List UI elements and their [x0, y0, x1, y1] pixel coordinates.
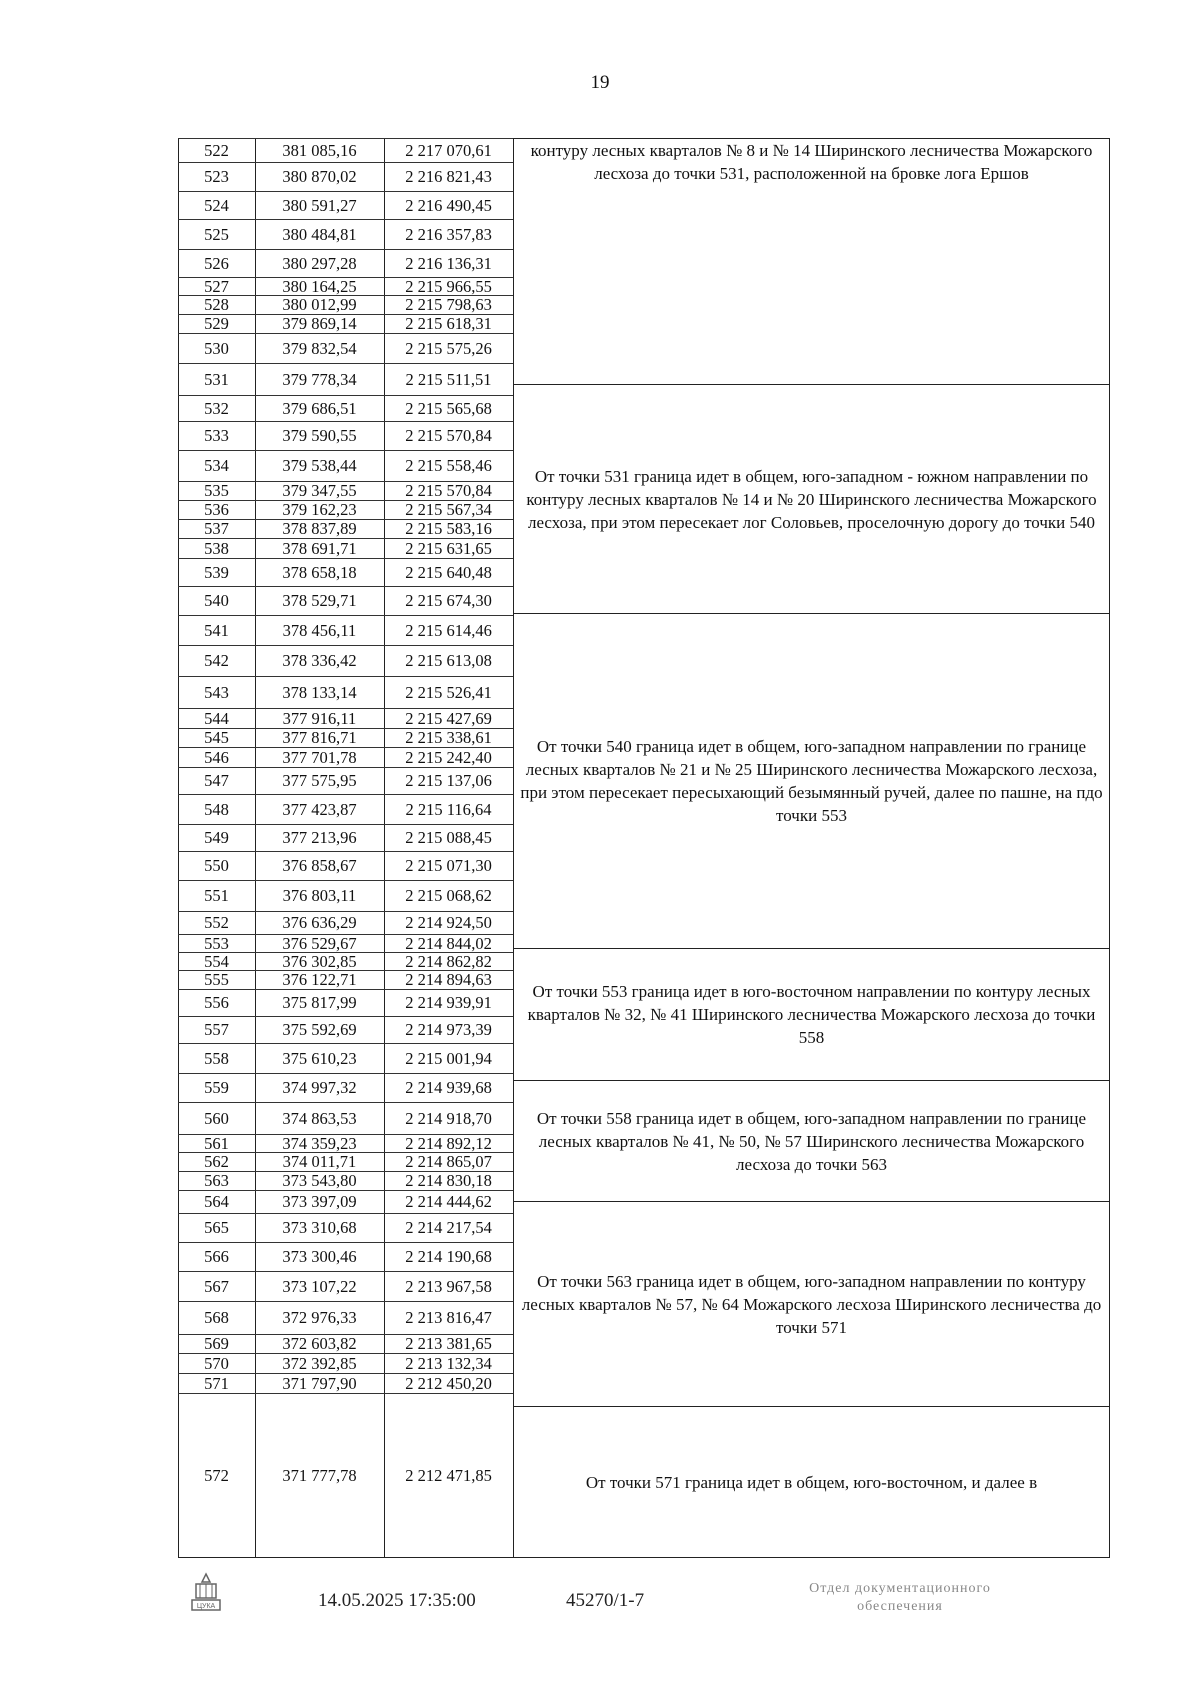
coordinate-x: 375 610,23: [282, 1048, 357, 1068]
coordinate-x: 373 107,22: [282, 1276, 357, 1296]
boundary-description: От точки 563 граница идет в общем, юго-западном направлении по контуру лесных кварталов № 57, № 64 Можарского лесхоза Ширинского лесничества до точки 571: [513, 1201, 1110, 1406]
point-number: 539: [204, 562, 229, 582]
table-row: [178, 1373, 513, 1393]
coordinate-y: 2 215 116,64: [405, 799, 492, 819]
table-row: [178, 363, 513, 395]
point-number: 570: [204, 1353, 229, 1373]
coordinate-y: 2 213 381,65: [405, 1334, 492, 1353]
coordinate-x: 377 575,95: [282, 771, 357, 790]
table-row: [178, 1301, 513, 1334]
point-number: 561: [204, 1133, 229, 1153]
table-row: [178, 1171, 513, 1190]
coordinate-x: 378 837,89: [282, 519, 357, 538]
coordinate-x: 374 997,32: [282, 1078, 357, 1097]
coordinate-x: 373 300,46: [282, 1247, 357, 1266]
coordinate-x: 377 213,96: [282, 828, 357, 847]
coordinate-x: 379 869,14: [282, 314, 357, 333]
table-row: [178, 333, 513, 363]
boundary-description: От точки 558 граница идет в общем, юго-западном направлении по границе лесных кварталов № 41, № 50, № 57 Ширинского лесничества Можарского лесхоза до точки 563: [513, 1080, 1110, 1201]
coordinate-x: 376 529,67: [282, 933, 357, 953]
page-number: 19: [590, 72, 610, 93]
point-number: 548: [204, 799, 229, 819]
coordinate-y: 2 215 618,31: [405, 314, 492, 333]
table-row: [178, 500, 513, 519]
point-number: 533: [204, 426, 229, 445]
point-number: 554: [204, 951, 229, 971]
coordinate-x: 380 591,27: [282, 195, 357, 215]
table-row: [178, 1043, 513, 1073]
table-border-bottom: [178, 1557, 1110, 1558]
coordinate-x: 380 297,28: [282, 253, 357, 273]
point-number: 534: [204, 456, 229, 475]
coordinate-x: 380 870,02: [282, 167, 357, 186]
coordinate-y: 2 214 862,82: [405, 951, 492, 971]
table-row: [178, 747, 513, 767]
coordinate-x: 374 011,71: [282, 1152, 357, 1171]
point-number: 543: [204, 682, 229, 702]
coordinate-y: 2 215 137,06: [405, 771, 492, 790]
point-number: 538: [204, 538, 229, 558]
table-row: [178, 676, 513, 708]
coordinate-y: 2 215 798,63: [405, 295, 492, 314]
table-row: [178, 970, 513, 989]
table-row: [178, 645, 513, 676]
point-number: 555: [204, 970, 229, 989]
coordinate-x: 379 778,34: [282, 369, 357, 389]
point-number: 524: [204, 195, 229, 215]
coordinate-y: 2 217 070,61: [405, 140, 492, 160]
point-number: 562: [204, 1152, 229, 1171]
stamp-line-1: Отдел документационного: [809, 1581, 991, 1596]
point-number: 559: [204, 1078, 229, 1097]
table-row: [178, 558, 513, 586]
table-row: [178, 1102, 513, 1134]
point-number: 552: [204, 913, 229, 932]
coordinate-y: 2 216 821,43: [405, 167, 492, 186]
coordinate-x: 379 162,23: [282, 500, 357, 519]
coordinate-x: 380 164,25: [282, 276, 357, 296]
point-number: 528: [204, 295, 229, 314]
coordinate-x: 379 686,51: [282, 398, 357, 418]
table-row: [178, 1242, 513, 1271]
point-number: 526: [204, 253, 229, 273]
point-number: 542: [204, 651, 229, 670]
table-row: [178, 952, 513, 970]
coordinate-y: 2 215 565,68: [405, 398, 492, 418]
table-row: [178, 911, 513, 934]
coordinate-y: 2 215 640,48: [405, 562, 492, 582]
table-row: [178, 934, 513, 952]
coordinate-y: 2 213 967,58: [405, 1276, 492, 1296]
coordinate-y: 2 214 190,68: [405, 1247, 492, 1266]
coordinate-y: 2 214 865,07: [405, 1152, 492, 1171]
coordinate-x: 375 817,99: [282, 993, 357, 1012]
coordinate-y: 2 214 939,91: [405, 993, 492, 1012]
coordinate-x: 374 863,53: [282, 1108, 357, 1128]
coordinate-y: 2 213 132,34: [405, 1353, 492, 1373]
table-row: [178, 249, 513, 277]
table-row: [178, 989, 513, 1016]
table-row: [178, 767, 513, 794]
point-number: 546: [204, 747, 229, 767]
table-row: [178, 880, 513, 911]
table-row: [178, 395, 513, 421]
coordinate-y: 2 212 471,85: [405, 1466, 492, 1485]
coordinate-x: 371 797,90: [282, 1373, 357, 1393]
table-row: [178, 162, 513, 191]
table-row: [178, 1213, 513, 1242]
logo-text: ЦУКА: [196, 1603, 216, 1610]
table-row: [178, 481, 513, 500]
point-number: 566: [204, 1247, 229, 1266]
point-number: 544: [204, 708, 229, 728]
coordinate-y: 2 215 071,30: [405, 856, 492, 875]
coordinate-y: 2 215 511,51: [405, 369, 492, 389]
table-row: [178, 1190, 513, 1213]
point-number: 564: [204, 1192, 229, 1211]
table-row: [178, 1334, 513, 1353]
stamp-line-2: обеспечения: [857, 1599, 943, 1614]
table-row: [178, 519, 513, 538]
coordinate-x: 379 347,55: [282, 481, 357, 500]
coordinate-x: 372 603,82: [282, 1334, 357, 1353]
point-number: 531: [204, 369, 229, 389]
coordinate-y: 2 216 357,83: [405, 224, 492, 244]
coordinate-y: 2 216 136,31: [405, 253, 492, 273]
coordinate-x: 378 456,11: [282, 620, 357, 640]
coordinate-x: 377 916,11: [282, 708, 357, 728]
table-row: [178, 586, 513, 615]
point-number: 541: [204, 620, 229, 640]
point-number: 525: [204, 224, 229, 244]
coordinate-x: 380 012,99: [282, 295, 357, 314]
point-number: 547: [204, 771, 229, 790]
point-number: 530: [204, 338, 229, 358]
point-number: 535: [204, 481, 229, 500]
coordinate-y: 2 214 444,62: [405, 1192, 492, 1211]
table-row: [178, 138, 513, 162]
coordinate-x: 373 543,80: [282, 1171, 357, 1190]
footer-doc-number: 45270/1-7: [566, 1590, 645, 1611]
table-row: [178, 450, 513, 481]
coordinate-y: 2 214 973,39: [405, 1020, 492, 1039]
point-number: 558: [204, 1048, 229, 1068]
table-row: [178, 1393, 513, 1558]
coordinate-x: 379 590,55: [282, 426, 357, 445]
coordinate-x: 376 122,71: [282, 970, 357, 989]
coordinate-y: 2 214 939,68: [405, 1078, 492, 1097]
coordinate-y: 2 215 338,61: [405, 728, 492, 747]
coordinate-x: 377 816,71: [282, 728, 357, 747]
coordinate-y: 2 214 892,12: [405, 1133, 492, 1153]
coordinate-x: 377 423,87: [282, 799, 357, 819]
table-row: [178, 851, 513, 880]
table-row: [178, 1271, 513, 1301]
table-row: [178, 219, 513, 249]
coordinate-x: 373 310,68: [282, 1218, 357, 1237]
point-number: 567: [204, 1276, 229, 1296]
coordinate-y: 2 215 558,46: [405, 456, 492, 475]
point-number: 563: [204, 1171, 229, 1190]
coordinate-x: 376 803,11: [282, 886, 357, 905]
point-number: 537: [204, 519, 229, 538]
table-row: [178, 1353, 513, 1373]
point-number: 568: [204, 1308, 229, 1327]
table-row: [178, 615, 513, 645]
coordinate-x: 372 976,33: [282, 1308, 357, 1327]
coordinate-x: 378 133,14: [282, 682, 357, 702]
coordinate-y: 2 215 001,94: [405, 1048, 492, 1068]
coordinate-y: 2 215 583,16: [405, 519, 492, 538]
table-row: [178, 1016, 513, 1043]
point-number: 553: [204, 933, 229, 953]
point-number: 532: [204, 398, 229, 418]
coordinate-y: 2 215 674,30: [405, 591, 492, 610]
table-row: [178, 1073, 513, 1102]
point-number: 536: [204, 500, 229, 519]
point-number: 565: [204, 1218, 229, 1237]
coordinate-y: 2 213 816,47: [405, 1308, 492, 1327]
coordinate-y: 2 214 830,18: [405, 1171, 492, 1190]
coordinate-y: 2 212 450,20: [405, 1373, 492, 1393]
point-number: 550: [204, 856, 229, 875]
coordinate-y: 2 215 427,69: [405, 708, 492, 728]
point-number: 527: [204, 276, 229, 296]
coordinate-y: 2 215 088,45: [405, 828, 492, 847]
coordinate-y: 2 215 614,46: [405, 620, 492, 640]
coordinate-x: 379 832,54: [282, 338, 357, 358]
coordinate-x: 381 085,16: [282, 140, 357, 160]
coordinate-x: 375 592,69: [282, 1020, 357, 1039]
table-row: [178, 708, 513, 728]
coordinate-x: 371 777,78: [282, 1466, 357, 1485]
coordinate-y: 2 215 966,55: [405, 276, 492, 296]
point-number: 572: [204, 1466, 229, 1485]
table-row: [178, 295, 513, 314]
point-number: 571: [204, 1373, 229, 1393]
coordinate-x: 378 336,42: [282, 651, 357, 670]
coordinate-y: 2 214 894,63: [405, 970, 492, 989]
table-row: [178, 314, 513, 333]
coordinate-y: 2 215 575,26: [405, 338, 492, 358]
table-row: [178, 728, 513, 747]
coordinate-y: 2 215 068,62: [405, 886, 492, 905]
coordinate-x: 378 658,18: [282, 562, 357, 582]
point-number: 569: [204, 1334, 229, 1353]
point-number: 523: [204, 167, 229, 186]
coordinate-x: 373 397,09: [282, 1192, 357, 1211]
coordinate-x: 372 392,85: [282, 1353, 357, 1373]
boundary-description: От точки 553 граница идет в юго-восточном направлении по контуру лесных кварталов № 32, № 41 Ширинского лесничества Можарского лесхоза до точки 558: [513, 948, 1110, 1080]
point-number: 522: [204, 140, 229, 160]
coordinate-y: 2 214 924,50: [405, 913, 492, 932]
coordinate-x: 376 858,67: [282, 856, 357, 875]
point-number: 551: [204, 886, 229, 905]
coordinate-y: 2 215 613,08: [405, 651, 492, 670]
coordinates-table: [178, 138, 1110, 1558]
point-number: 560: [204, 1108, 229, 1128]
point-number: 556: [204, 993, 229, 1012]
coordinate-y: 2 214 844,02: [405, 933, 492, 953]
coordinate-y: 2 215 567,34: [405, 500, 492, 519]
table-row: [178, 1134, 513, 1152]
table-row: [178, 1152, 513, 1171]
table-row: [178, 421, 513, 450]
coordinate-y: 2 214 918,70: [405, 1108, 492, 1128]
coordinate-y: 2 215 570,84: [405, 481, 492, 500]
boundary-description: От точки 571 граница идет в общем, юго-восточном, и далее в: [513, 1406, 1110, 1558]
point-number: 529: [204, 314, 229, 333]
coordinate-y: 2 216 490,45: [405, 195, 492, 215]
emblem-icon: [186, 1572, 226, 1616]
point-number: 549: [204, 828, 229, 847]
coordinate-y: 2 215 570,84: [405, 426, 492, 445]
point-number: 545: [204, 728, 229, 747]
coordinate-x: 379 538,44: [282, 456, 357, 475]
coordinate-y: 2 214 217,54: [405, 1218, 492, 1237]
boundary-description: От точки 540 граница идет в общем, юго-западном направлении по границе лесных кварталов № 21 и № 25 Ширинского лесничества Можарского лесхоза, при этом пересекает пересыхающий безымянный ручей, далее по пашне, на пдо точки 553: [513, 613, 1110, 948]
coordinate-y: 2 215 631,65: [405, 538, 492, 558]
boundary-description: От точки 531 граница идет в общем, юго-западном - южном направлении по контуру лесных кварталов № 14 и № 20 Ширинского лесничества Можарского лесхоза, при этом пересекает лог Соловьев, проселочную дорогу до точки 540: [513, 384, 1110, 613]
coordinate-y: 2 215 526,41: [405, 682, 492, 702]
coordinate-x: 377 701,78: [282, 747, 357, 767]
table-row: [178, 794, 513, 824]
coordinate-x: 378 529,71: [282, 591, 357, 610]
footer-datetime: 14.05.2025 17:35:00: [318, 1590, 476, 1611]
boundary-description: контуру лесных кварталов № 8 и № 14 Ширинского лесничества Можарского лесхоза до точки 531, расположенной на бровке лога Ершов: [513, 138, 1110, 384]
coordinate-y: 2 215 242,40: [405, 747, 492, 767]
table-row: [178, 824, 513, 851]
table-row: [178, 277, 513, 295]
coordinate-x: 374 359,23: [282, 1133, 357, 1153]
footer-stamp: [750, 1580, 1050, 1616]
coordinate-x: 380 484,81: [282, 224, 357, 244]
point-number: 557: [204, 1020, 229, 1039]
coordinate-x: 376 636,29: [282, 913, 357, 932]
table-row: [178, 191, 513, 219]
point-number: 540: [204, 591, 229, 610]
table-row: [178, 538, 513, 558]
coordinate-x: 378 691,71: [282, 538, 357, 558]
coordinate-x: 376 302,85: [282, 951, 357, 971]
